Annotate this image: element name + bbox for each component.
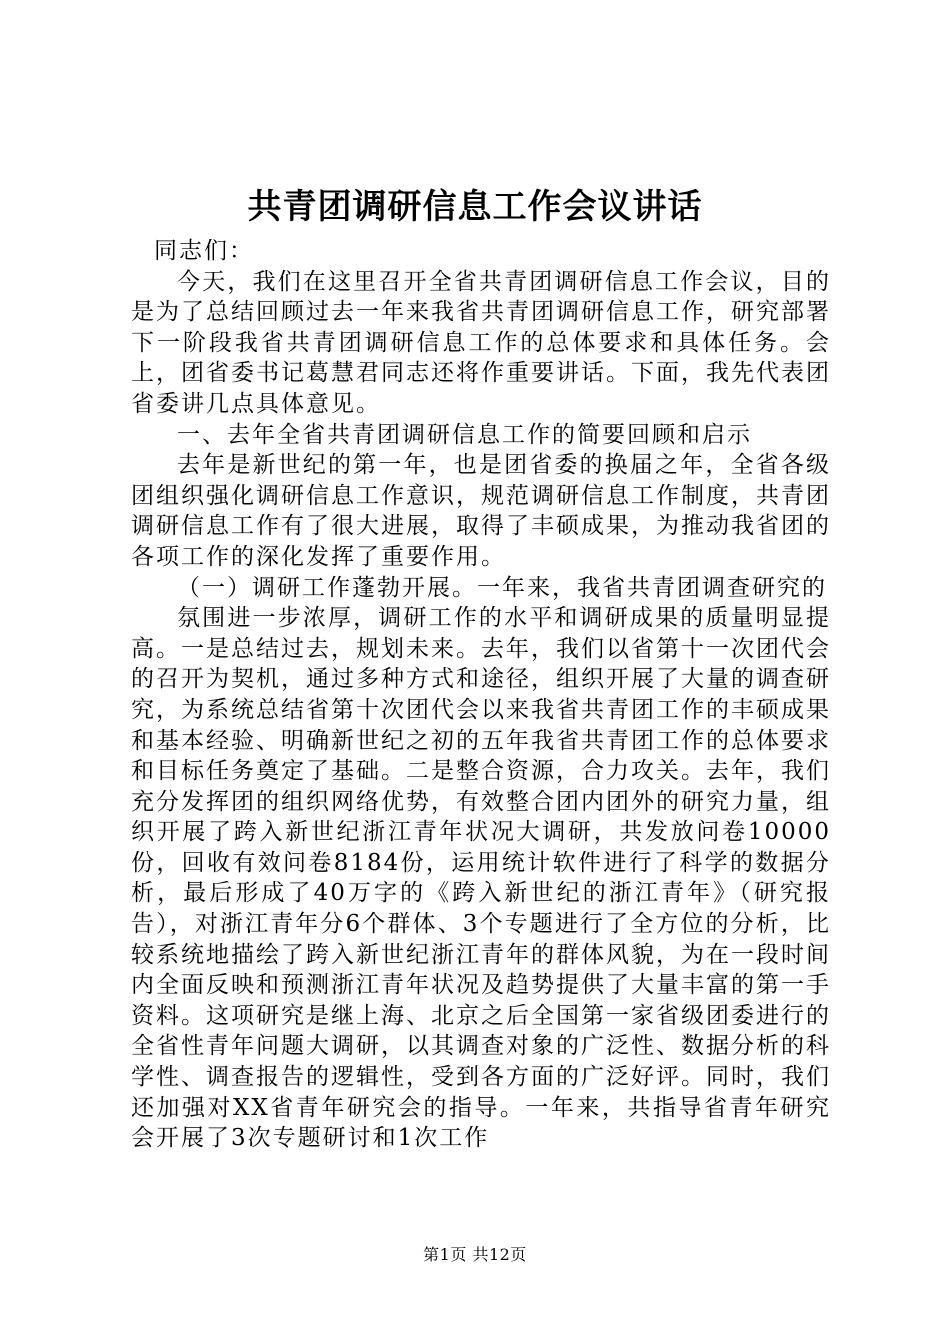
paragraph-review: 去年是新世纪的第一年，也是团省委的换届之年，全省各级团组织强化调研信息工作意识，规范调研信息工作制度，共青团调研信息工作有了很大进展，取得了丰硕成果，为推动我省团的各项工作的深化发挥了重要作用。 [131,452,831,570]
greeting-line: 同志们： [154,238,254,264]
section-heading-1: 一、去年全省共青团调研信息工作的简要回顾和启示 [177,421,752,448]
paragraph-intro: 今天，我们在这里召开全省共青团调研信息工作会议，目的是为了总结回顾过去一年来我省共青团调研信息工作，研究部署下一阶段我省共青团调研信息工作的总体要求和具体任务。会上，团省委书记葛慧君同志还将作重要讲话。下面，我先代表团省委讲几点具体意见。 [131,268,831,417]
document-title: 共青团调研信息工作会议讲话 [247,187,703,227]
subsection-heading-1: （一）调研工作蓬勃开展。一年来，我省共青团调查研究的 [177,574,827,601]
page-number-footer: 第1页 共12页 [423,1245,527,1264]
paragraph-research: 氛围进一步浓厚，调研工作的水平和调研成果的质量明显提高。一是总结过去，规划未来。去年，我们以省第十一次团代会的召开为契机，通过多种方式和途径，组织开展了大量的调查研究，为系统总结省第十次团代会以来我省共青团工作的丰硕成果和基本经验、明确新世纪之初的五年我省共青团工作的总体要求和目标任务奠定了基础。二是整合资源，合力攻关。去年，我们充分发挥团的组织网络优势，有效整合团内团外的研究力量，组织开展了跨入新世纪浙江青年状况大调研，共发放问卷10000份，回收有效问卷8184份，运用统计软件进行了科学的数据分析，最后形成了40万字的《跨入新世纪的浙江青年》（研究报告），对浙江青年分6个群体、3个专题进行了全方位的分析，比较系统地描绘了跨入新世纪浙江青年的群体风貌，为在一段时间内全面反映和预测浙江青年状况及趋势提供了大量丰富的第一手资料。这项研究是继上海、北京之后全国第一家省级团委进行的全省性青年问题大调研，以其调查对象的广泛性、数据分析的科学性、调查报告的逻辑性，受到各方面的广泛好评。同时，我们还加强对XX省青年研究会的指导。一年来，共指导省青年研究会开展了3次专题研讨和1次工作 [131,605,831,1152]
document-body [131,236,831,1154]
